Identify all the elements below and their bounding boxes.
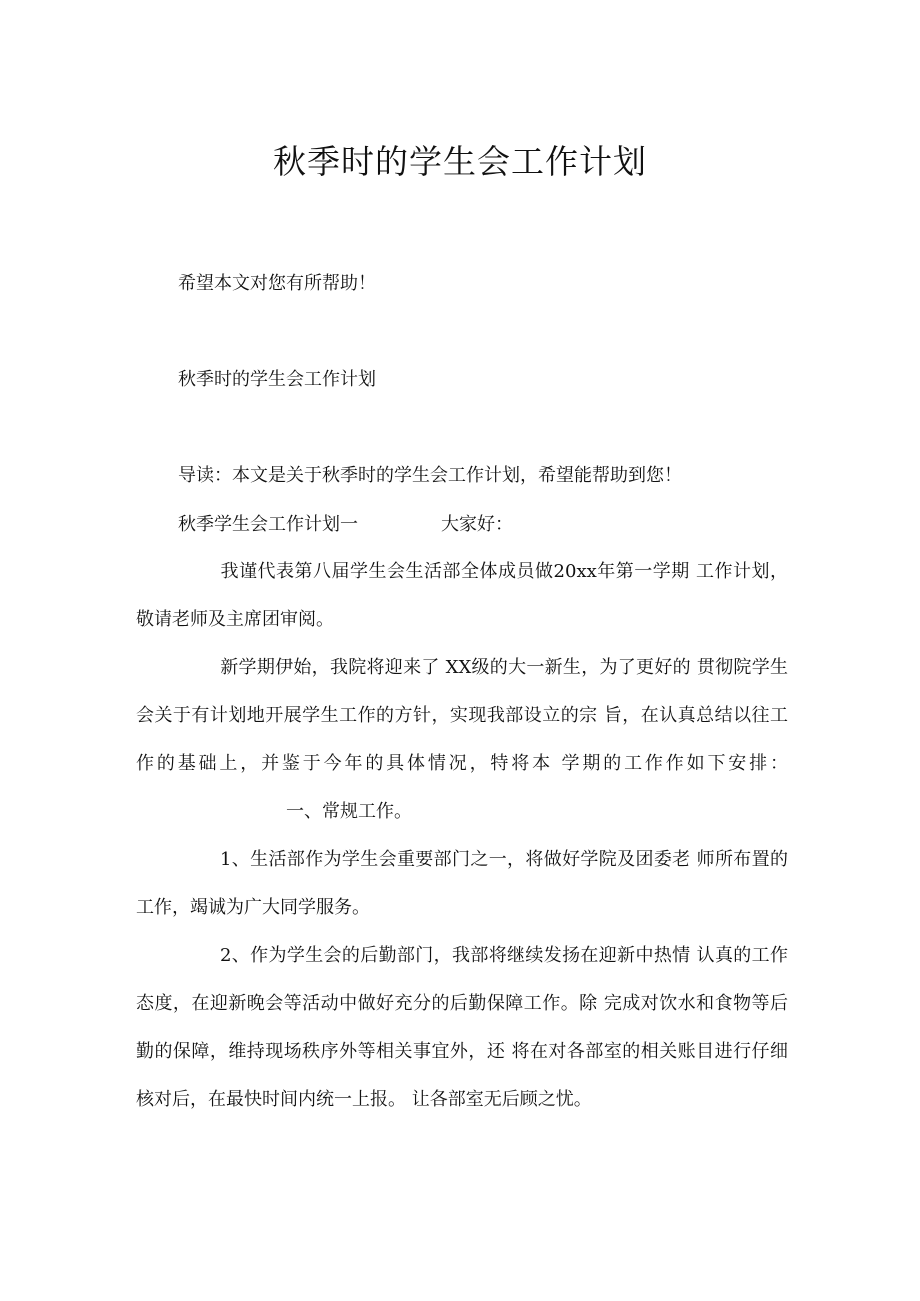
item-1-text: 1、生活部作为学生会重要部门之一，将做好学院及团委老 师所布置的工作，竭诚为广大同学服务。 <box>136 849 788 918</box>
guide-text: 导读：本文是关于秋季时的学生会工作计划，希望能帮助到您！ <box>178 465 682 486</box>
paragraph-1-text: 我谨代表第八届学生会生活部全体成员做20xx年第一学期 工作计划，敬请老师及主席团审阅。 <box>136 561 788 630</box>
paragraph-1 <box>136 548 788 644</box>
item-2 <box>136 932 788 1124</box>
document-title: 秋季时的学生会工作计划 <box>273 142 647 181</box>
plan-heading: 秋季学生会工作计划一 <box>178 514 358 535</box>
section-1-heading: 一、常规工作。 <box>286 801 412 822</box>
paragraph-2-text: 新学期伊始，我院将迎来了 XX级的大一新生，为了更好的 贯彻院学生会关于有计划地开展学生工作的方针，实现我部设立的宗 旨，在认真总结以往工作的基础上，并鉴于今年的具体情况，特将本 学期的工作作如下安排： <box>136 657 788 774</box>
item-1 <box>136 836 788 932</box>
greeting: 大家好： <box>441 514 513 535</box>
intro-wish: 希望本文对您有所帮助！ <box>178 273 376 294</box>
item-2-text: 2、作为学生会的后勤部门，我部将继续发扬在迎新中热情 认真的工作态度，在迎新晚会等活动中做好充分的后勤保障工作。除 完成对饮水和食物等后勤的保障，维持现场秩序外等相关事宜外，还 将在对各部室的相关账目进行仔细核对后，在最快时间内统一上报。 让各部室无后顾之忧。 <box>136 945 788 1110</box>
subtitle: 秋季时的学生会工作计划 <box>178 369 376 390</box>
paragraph-2 <box>136 644 788 836</box>
